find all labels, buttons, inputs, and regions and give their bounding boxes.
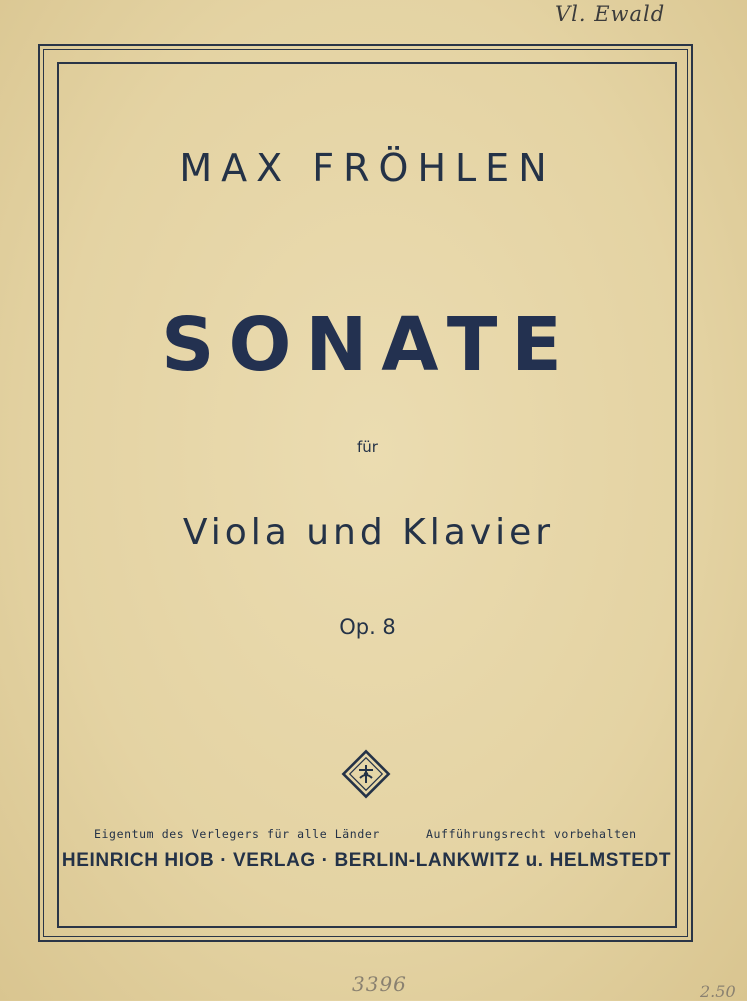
opus-number: Op. 8 <box>339 615 396 639</box>
performance-rights-notice: Aufführungsrecht vorbehalten <box>426 827 637 841</box>
work-title: SONATE <box>161 302 576 388</box>
instrumentation: Viola und Klavier <box>182 512 555 553</box>
publisher-imprint: HEINRICH HIOB · VERLAG · BERLIN-LANKWITZ u. HELMSTEDT <box>61 850 672 871</box>
ownership-notice: Eigentum des Verlegers für alle Länder <box>94 827 380 841</box>
composer-name: MAX FRÖHLEN <box>179 146 556 190</box>
handwritten-annotation-top: Vl. Ewald <box>555 2 666 26</box>
handwritten-annotation-corner: 2.50 <box>700 982 736 1001</box>
publisher-logo-icon <box>340 748 392 800</box>
for-label: für <box>357 438 378 456</box>
handwritten-annotation-bottom: 3396 <box>352 972 407 996</box>
